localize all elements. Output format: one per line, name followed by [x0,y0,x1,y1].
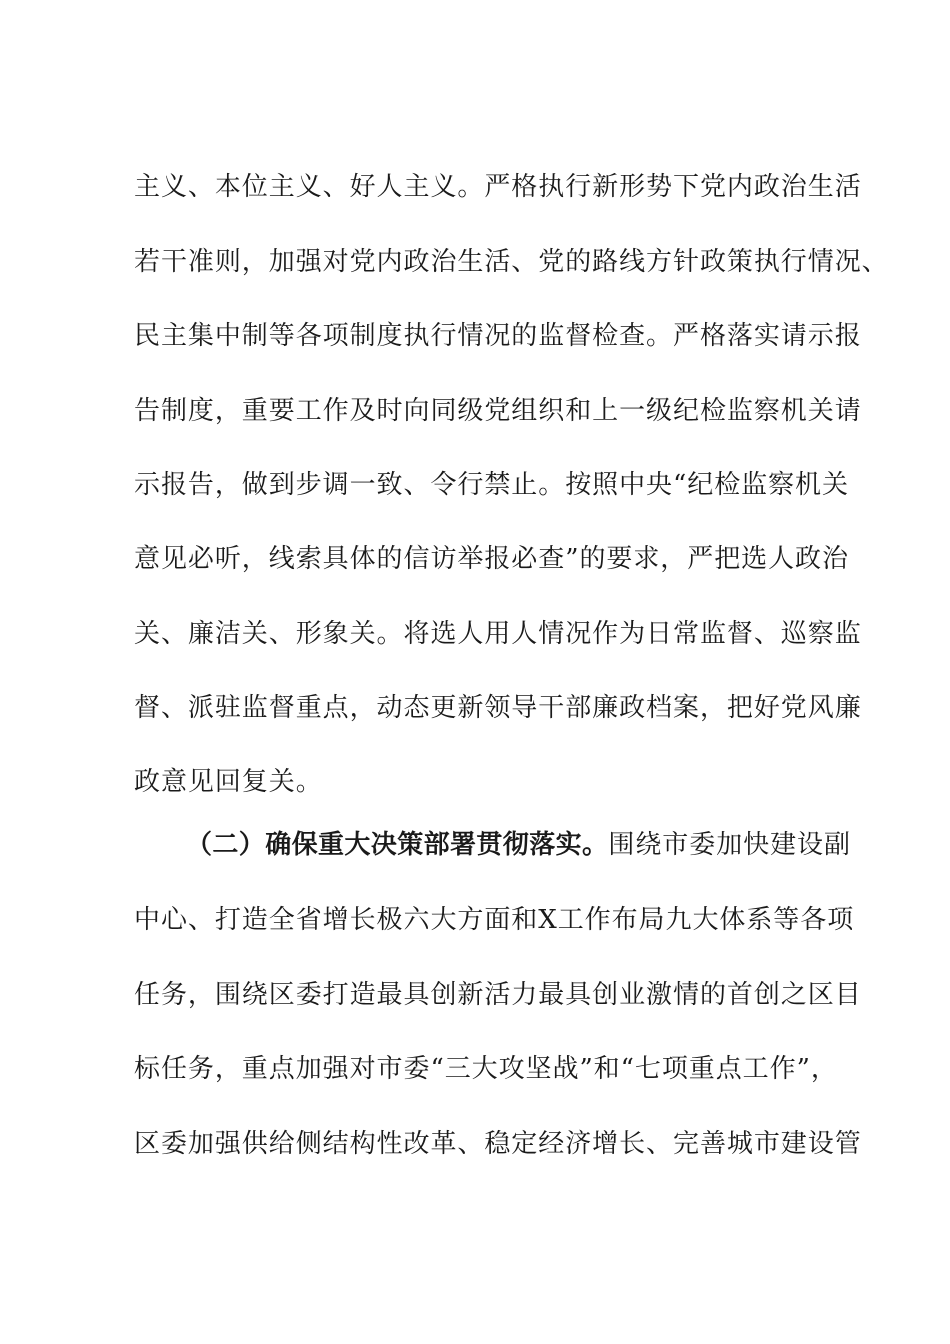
body-text-line: 中心、打造全省增长极六大方面和X工作布局九大体系等各项 [134,905,855,935]
body-text-line: 任务，围绕区委打造最具创新活力最具创业激情的首创之区目 [134,980,862,1010]
body-text-line: 关、廉洁关、形象关。将选人用人情况作为日常监督、巡察监 [134,619,862,649]
body-text-line: 意见必听，线索具体的信访举报必查”的要求，严把选人政治 [134,544,849,574]
body-text-line: 民主集中制等各项制度执行情况的监督检查。严格落实请示报 [134,321,862,351]
section-first-line-text: 围绕市委加快建设副 [608,830,851,860]
body-text-line: 若干准则，加强对党内政治生活、党的路线方针政策执行情况、 [134,247,889,277]
body-text-line: 主义、本位主义、好人主义。严格执行新形势下党内政治生活 [134,172,862,202]
section-heading-line [186,825,854,865]
section-heading: （二）确保重大决策部署贯彻落实。 [186,830,609,860]
body-text-line: 告制度，重要工作及时向同级党组织和上一级纪检监察机关请 [134,396,862,426]
body-text-line: 标任务，重点加强对市委“三大攻坚战”和“七项重点工作”， [134,1054,838,1084]
body-text-line: 示报告，做到步调一致、令行禁止。按照中央“纪检监察机关 [134,470,849,500]
body-text-line: 督、派驻监督重点，动态更新领导干部廉政档案，把好党风廉 [134,693,862,723]
body-text-line: 区委加强供给侧结构性改革、稳定经济增长、完善城市建设管 [134,1129,862,1159]
body-text-line: 政意见回复关。 [134,767,323,797]
